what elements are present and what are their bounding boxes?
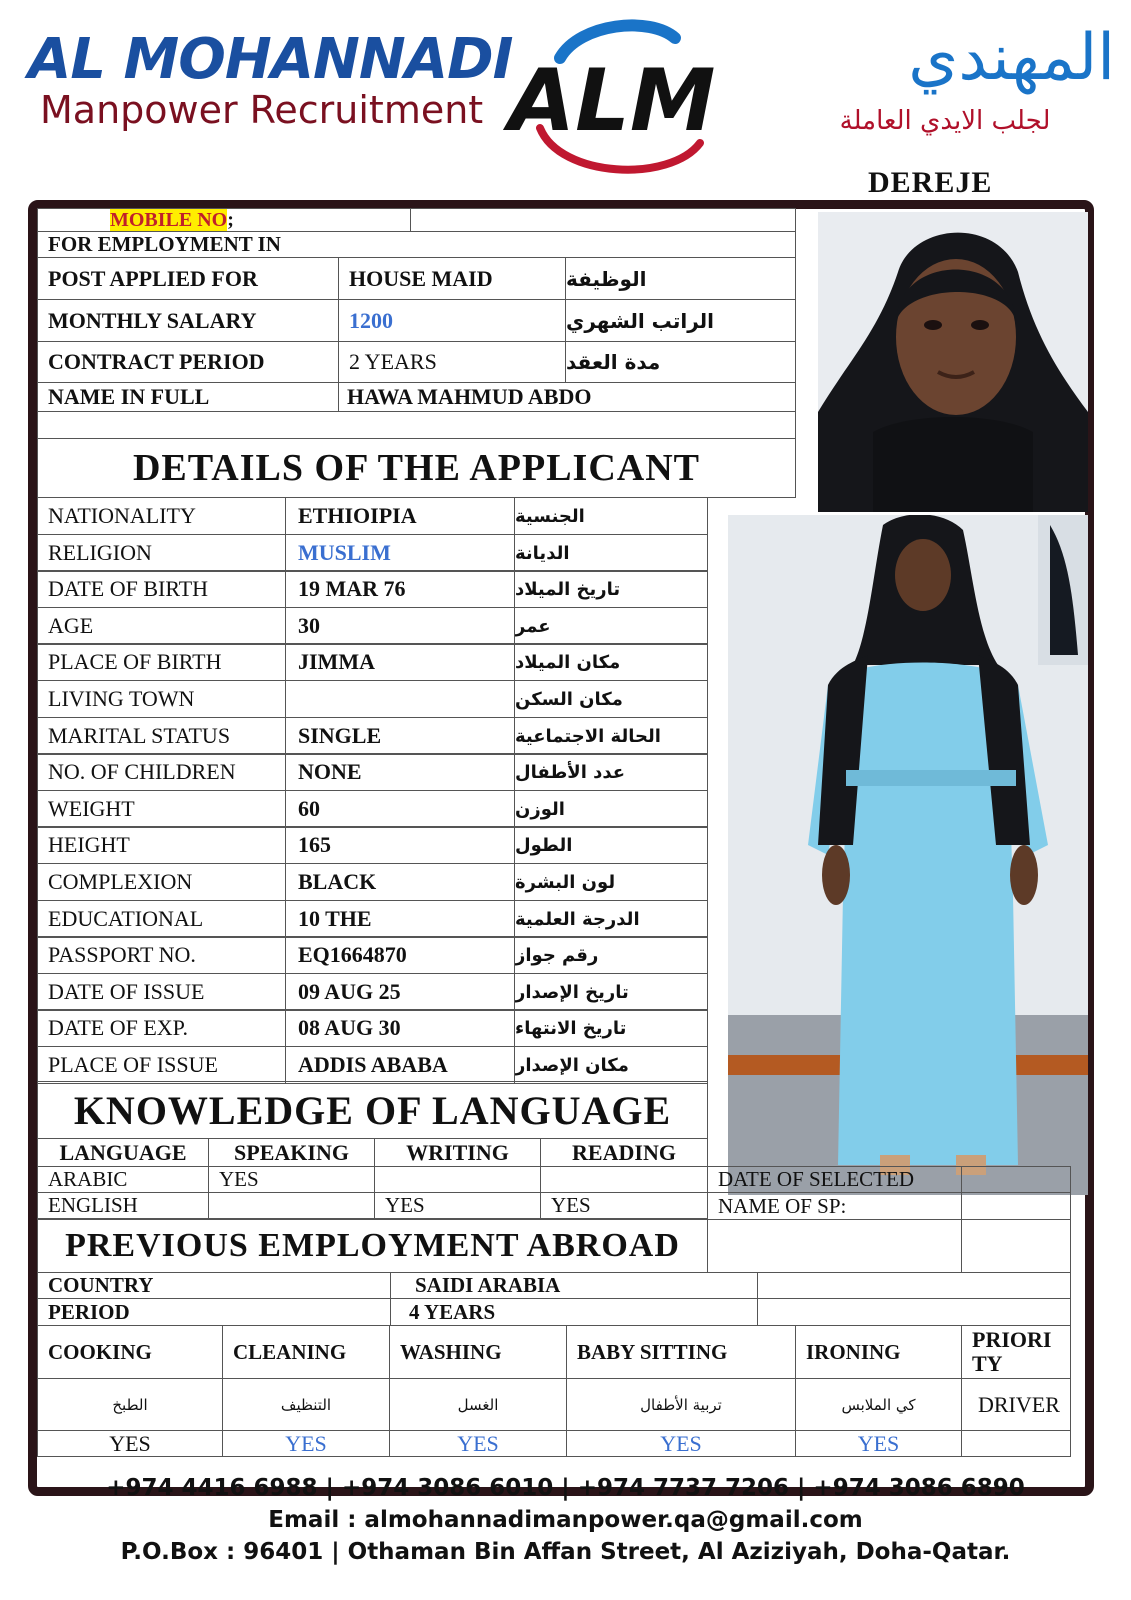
detail-label: MARITAL STATUS: [37, 717, 286, 755]
detail-label: DATE OF BIRTH: [37, 570, 286, 608]
detail-value: EQ1664870: [285, 936, 515, 974]
detail-arabic-label: الديانة: [514, 534, 708, 572]
detail-value: ETHIOIPIA: [285, 497, 515, 535]
date-selected-label: DATE OF SELECTED: [707, 1166, 962, 1193]
sponsor-value: [961, 1192, 1071, 1220]
blank-row: [37, 411, 796, 439]
details-title: DETAILS OF THE APPLICANT: [37, 438, 796, 498]
applicant-portrait-photo: [818, 212, 1088, 512]
employment-in-label: FOR EMPLOYMENT IN: [37, 231, 796, 258]
detail-arabic-label: الوزن: [514, 790, 708, 828]
job-arabic-label: الوظيفة: [565, 257, 796, 300]
detail-arabic-label: الطول: [514, 826, 708, 864]
detail-arabic-label: الحالة الاجتماعية: [514, 717, 708, 755]
brand-name-english: AL MOHANNADI: [28, 27, 513, 92]
country-value: SAIDI ARABIA: [390, 1272, 758, 1299]
language-cell: YES: [208, 1166, 375, 1193]
priority-blank: [961, 1430, 1071, 1457]
language-cell: [540, 1166, 708, 1193]
skill-arabic: كي الملابس: [795, 1378, 962, 1431]
date-selected-value: [961, 1166, 1071, 1193]
job-value: 1200: [338, 299, 566, 342]
job-value: HOUSE MAID: [338, 257, 566, 300]
priority-value: DRIVER: [961, 1378, 1071, 1431]
skill-name: WASHING: [389, 1325, 567, 1379]
skill-arabic: الغسل: [389, 1378, 567, 1431]
detail-value: ADDIS ABABA: [285, 1046, 515, 1084]
name-label: NAME IN FULL: [37, 382, 339, 412]
skill-value: YES: [37, 1430, 223, 1457]
skill-arabic: الطبخ: [37, 1378, 223, 1431]
detail-value: [285, 680, 515, 718]
language-header: WRITING: [374, 1138, 541, 1167]
footer-email[interactable]: Email : almohannadimanpower.qa@gmail.com: [268, 1507, 863, 1533]
mobile-separator: ;: [227, 208, 234, 231]
brand-name-arabic: المهندي: [908, 21, 1115, 95]
country-blank: [757, 1272, 1071, 1299]
language-cell: ARABIC: [37, 1166, 209, 1193]
detail-label: LIVING TOWN: [37, 680, 286, 718]
detail-arabic-label: مكان السكن: [514, 680, 708, 718]
priority-label: [961, 1325, 1071, 1379]
detail-arabic-label: مكان الميلاد: [514, 643, 708, 681]
detail-arabic-label: رقم جواز: [514, 936, 708, 974]
detail-label: PASSPORT NO.: [37, 936, 286, 974]
skill-name: IRONING: [795, 1325, 962, 1379]
brand-subtitle-arabic: لجلب الايدي العاملة: [839, 106, 1051, 136]
country-label: COUNTRY: [37, 1272, 391, 1299]
skill-value: YES: [795, 1430, 962, 1457]
detail-value: 19 MAR 76: [285, 570, 515, 608]
priority-label-line1: PRIORI: [972, 1327, 1052, 1352]
detail-value: 30: [285, 607, 515, 645]
period-label: PERIOD: [37, 1298, 391, 1326]
skill-name: COOKING: [37, 1325, 223, 1379]
detail-arabic-label: عدد الأطفال: [514, 753, 708, 791]
detail-arabic-label: عمر: [514, 607, 708, 645]
alm-logo-icon: [500, 18, 725, 178]
period-value: 4 YEARS: [390, 1298, 758, 1326]
previous-employment-title: PREVIOUS EMPLOYMENT ABROAD: [37, 1219, 708, 1273]
priority-label-line2: TY: [972, 1351, 1003, 1376]
job-arabic-label: الراتب الشهري: [565, 299, 796, 342]
job-label: POST APPLIED FOR: [37, 257, 339, 300]
period-blank: [757, 1298, 1071, 1326]
sponsor-label: NAME OF SP:: [707, 1192, 962, 1220]
detail-label: EDUCATIONAL: [37, 900, 286, 938]
mobile-label: MOBILE NO: [110, 208, 228, 231]
detail-arabic-label: تاريخ الإصدار: [514, 973, 708, 1011]
detail-value: 08 AUG 30: [285, 1009, 515, 1047]
detail-arabic-label: لون البشرة: [514, 863, 708, 901]
footer-address: P.O.Box : 96401 | Othaman Bin Affan Street, Al Aziziyah, Doha-Qatar.: [120, 1539, 1011, 1565]
language-cell: [208, 1192, 375, 1219]
skill-value: YES: [389, 1430, 567, 1457]
detail-value: SINGLE: [285, 717, 515, 755]
skill-value: YES: [566, 1430, 796, 1457]
language-title: KNOWLEDGE OF LANGUAGE: [37, 1081, 708, 1139]
detail-label: AGE: [37, 607, 286, 645]
job-arabic-label: مدة العقد: [565, 341, 796, 383]
detail-value: BLACK: [285, 863, 515, 901]
detail-value: MUSLIM: [285, 534, 515, 572]
detail-label: PLACE OF ISSUE: [37, 1046, 286, 1084]
language-header: SPEAKING: [208, 1138, 375, 1167]
language-cell: YES: [374, 1192, 541, 1219]
skill-value: YES: [222, 1430, 390, 1457]
job-value: 2 YEARS: [338, 341, 566, 383]
detail-value: 10 THE: [285, 900, 515, 938]
language-cell: ENGLISH: [37, 1192, 209, 1219]
applicant-full-body-photo: [728, 515, 1088, 1195]
language-cell: [374, 1166, 541, 1193]
logo-text: ALM: [508, 51, 716, 151]
detail-value: 09 AUG 25: [285, 973, 515, 1011]
detail-arabic-label: مكان الإصدار: [514, 1046, 708, 1084]
name-value: HAWA MAHMUD ABDO: [338, 382, 796, 412]
language-cell: YES: [540, 1192, 708, 1219]
detail-value: 165: [285, 826, 515, 864]
detail-label: NO. OF CHILDREN: [37, 753, 286, 791]
mobile-label-cell: [37, 208, 411, 232]
footer-phones: +974 4416 6988 | +974 3086 6010 | +974 7737 7206 | +974 3086 6890: [106, 1475, 1025, 1501]
job-label: MONTHLY SALARY: [37, 299, 339, 342]
mobile-value: [410, 208, 796, 232]
detail-label: HEIGHT: [37, 826, 286, 864]
brand-subtitle-english: Manpower Recruitment: [40, 88, 484, 132]
agent-name: DEREJE: [868, 166, 993, 199]
detail-value: JIMMA: [285, 643, 515, 681]
detail-label: COMPLEXION: [37, 863, 286, 901]
language-header: READING: [540, 1138, 708, 1167]
detail-label: NATIONALITY: [37, 497, 286, 535]
detail-arabic-label: الدرجة العلمية: [514, 900, 708, 938]
language-header: LANGUAGE: [37, 1138, 209, 1167]
detail-arabic-label: الجنسية: [514, 497, 708, 535]
previous-blank-2: [961, 1219, 1071, 1273]
detail-label: PLACE OF BIRTH: [37, 643, 286, 681]
skill-arabic: تربية الأطفال: [566, 1378, 796, 1431]
skill-arabic: التنظيف: [222, 1378, 390, 1431]
detail-label: DATE OF ISSUE: [37, 973, 286, 1011]
detail-value: NONE: [285, 753, 515, 791]
job-label: CONTRACT PERIOD: [37, 341, 339, 383]
detail-arabic-label: تاريخ الانتهاء: [514, 1009, 708, 1047]
detail-label: WEIGHT: [37, 790, 286, 828]
previous-blank-1: [707, 1219, 962, 1273]
skill-name: CLEANING: [222, 1325, 390, 1379]
detail-label: DATE OF EXP.: [37, 1009, 286, 1047]
detail-label: RELIGION: [37, 534, 286, 572]
detail-value: 60: [285, 790, 515, 828]
detail-arabic-label: تاريخ الميلاد: [514, 570, 708, 608]
skill-name: BABY SITTING: [566, 1325, 796, 1379]
